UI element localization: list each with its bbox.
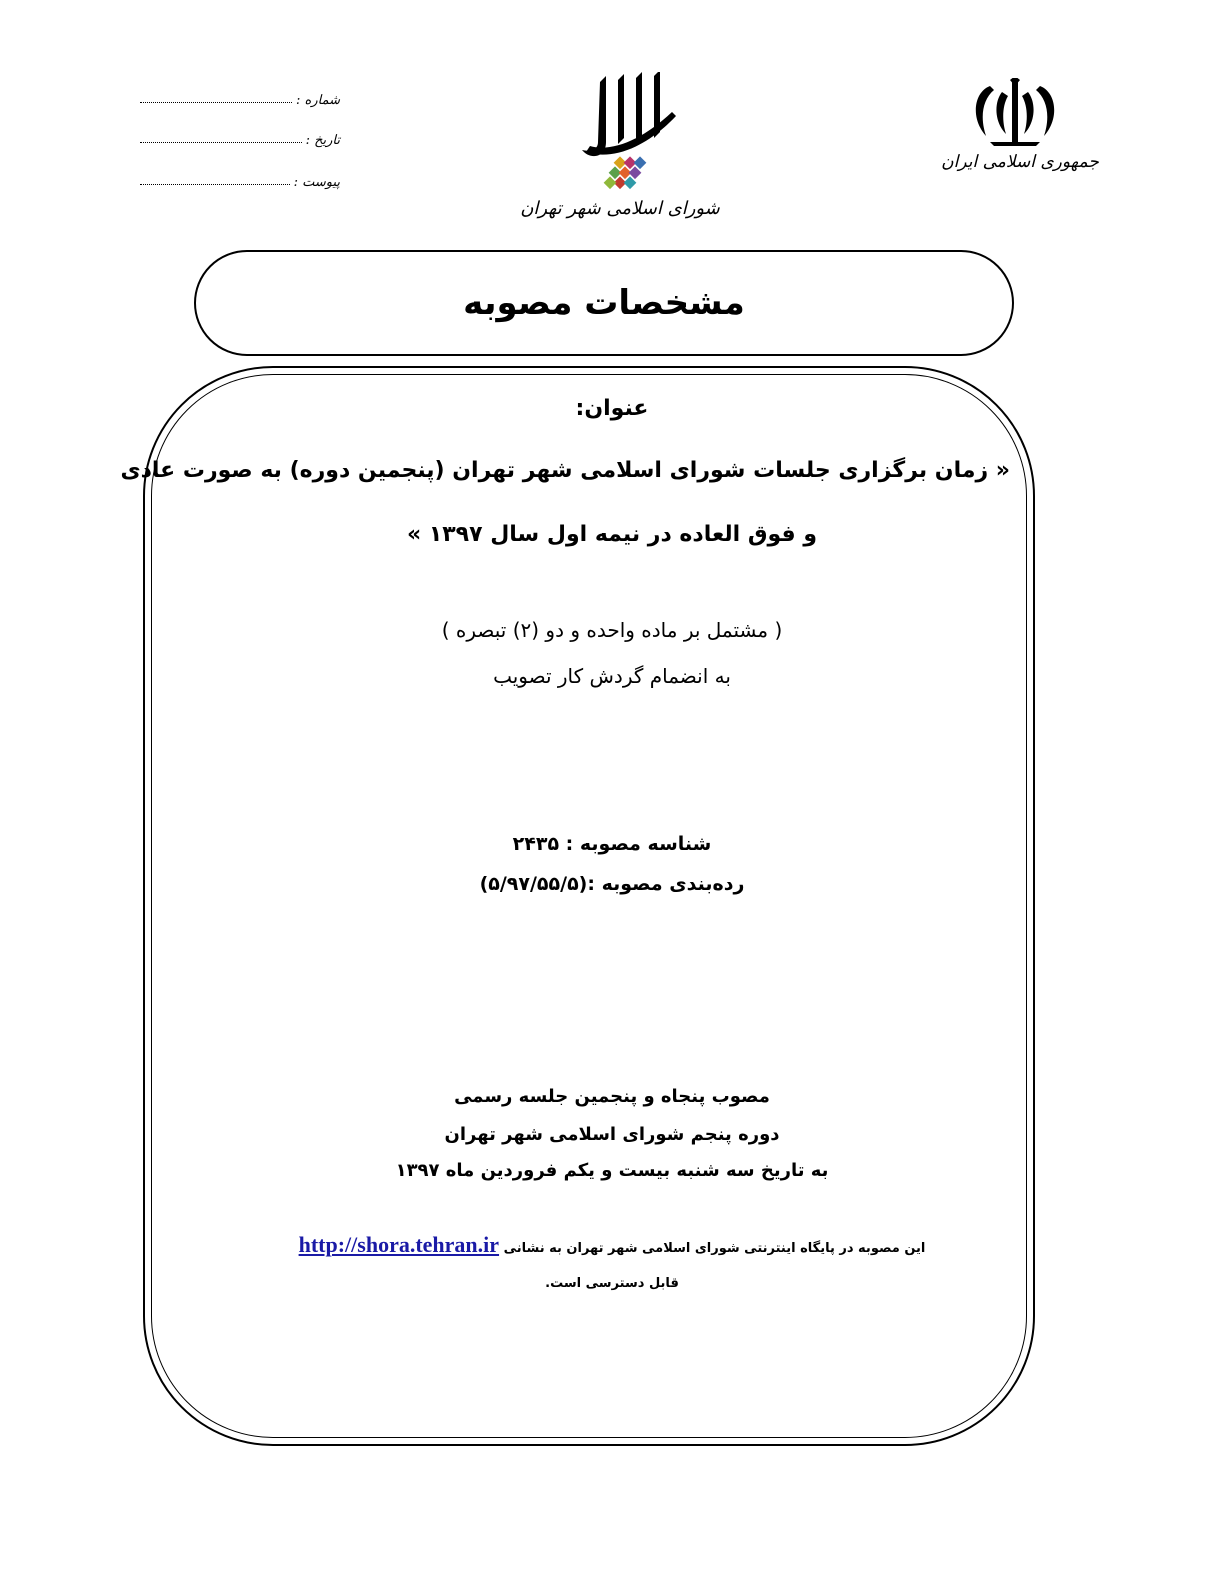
tehran-city-council-logo-icon [560, 72, 690, 197]
meta-number-label: شماره : [296, 93, 340, 108]
meta-attachment-label: پیوست : [293, 175, 340, 190]
subject-line-2: و فوق العاده در نیمه اول سال ۱۳۹۷ » [406, 522, 818, 547]
meta-number-dots [140, 101, 292, 103]
note-line-1: ( مشتمل بر ماده واحده و دو (۲) تبصره ) [441, 618, 783, 642]
web-availability-line [150, 1232, 1074, 1258]
title-banner [194, 250, 1014, 356]
meta-date-dots [140, 141, 302, 143]
subject-line-1: « زمان برگزاری جلسات شورای اسلامی شهر تهران (پنجمین دوره) به صورت عادی [120, 458, 1010, 483]
meta-attachment-field [140, 168, 340, 190]
note-line-2: به انضمام گردش کار تصویب [493, 664, 731, 688]
meta-date-label: تاریخ : [305, 133, 340, 148]
approval-line-1: مصوب پنجاه و پنجمین جلسه رسمی [454, 1086, 770, 1107]
emblem-caption: جمهوری اسلامی ایران [941, 152, 1099, 172]
approval-line-3: به تاریخ سه شنبه بیست و یکم فروردین ماه ۱۳۹۷ [395, 1160, 829, 1181]
logo-tiles [604, 156, 647, 189]
meta-date-field [140, 126, 340, 148]
meta-number-field [140, 86, 340, 108]
web-suffix: قابل دسترسی است. [545, 1276, 679, 1291]
council-caption: شورای اسلامی شهر تهران [520, 198, 720, 219]
page-title: مشخصات مصوبه [463, 283, 745, 323]
subject-label: عنوان: [575, 396, 649, 421]
iran-emblem-icon [960, 78, 1070, 148]
meta-attachment-dots [140, 183, 290, 185]
resolution-id: شناسه مصوبه : ۲۴۳۵ [512, 833, 712, 855]
web-prefix: این مصوبه در پایگاه اینترنتی شورای اسلامی شهر تهران به نشانی [503, 1241, 926, 1256]
approval-line-2: دوره پنجم شورای اسلامی شهر تهران [444, 1124, 780, 1145]
resolution-classification: رده‌بندی مصوبه :(۵/۹۷/۵۵/۵) [479, 873, 745, 895]
website-link[interactable]: http://shora.tehran.ir [298, 1232, 500, 1257]
